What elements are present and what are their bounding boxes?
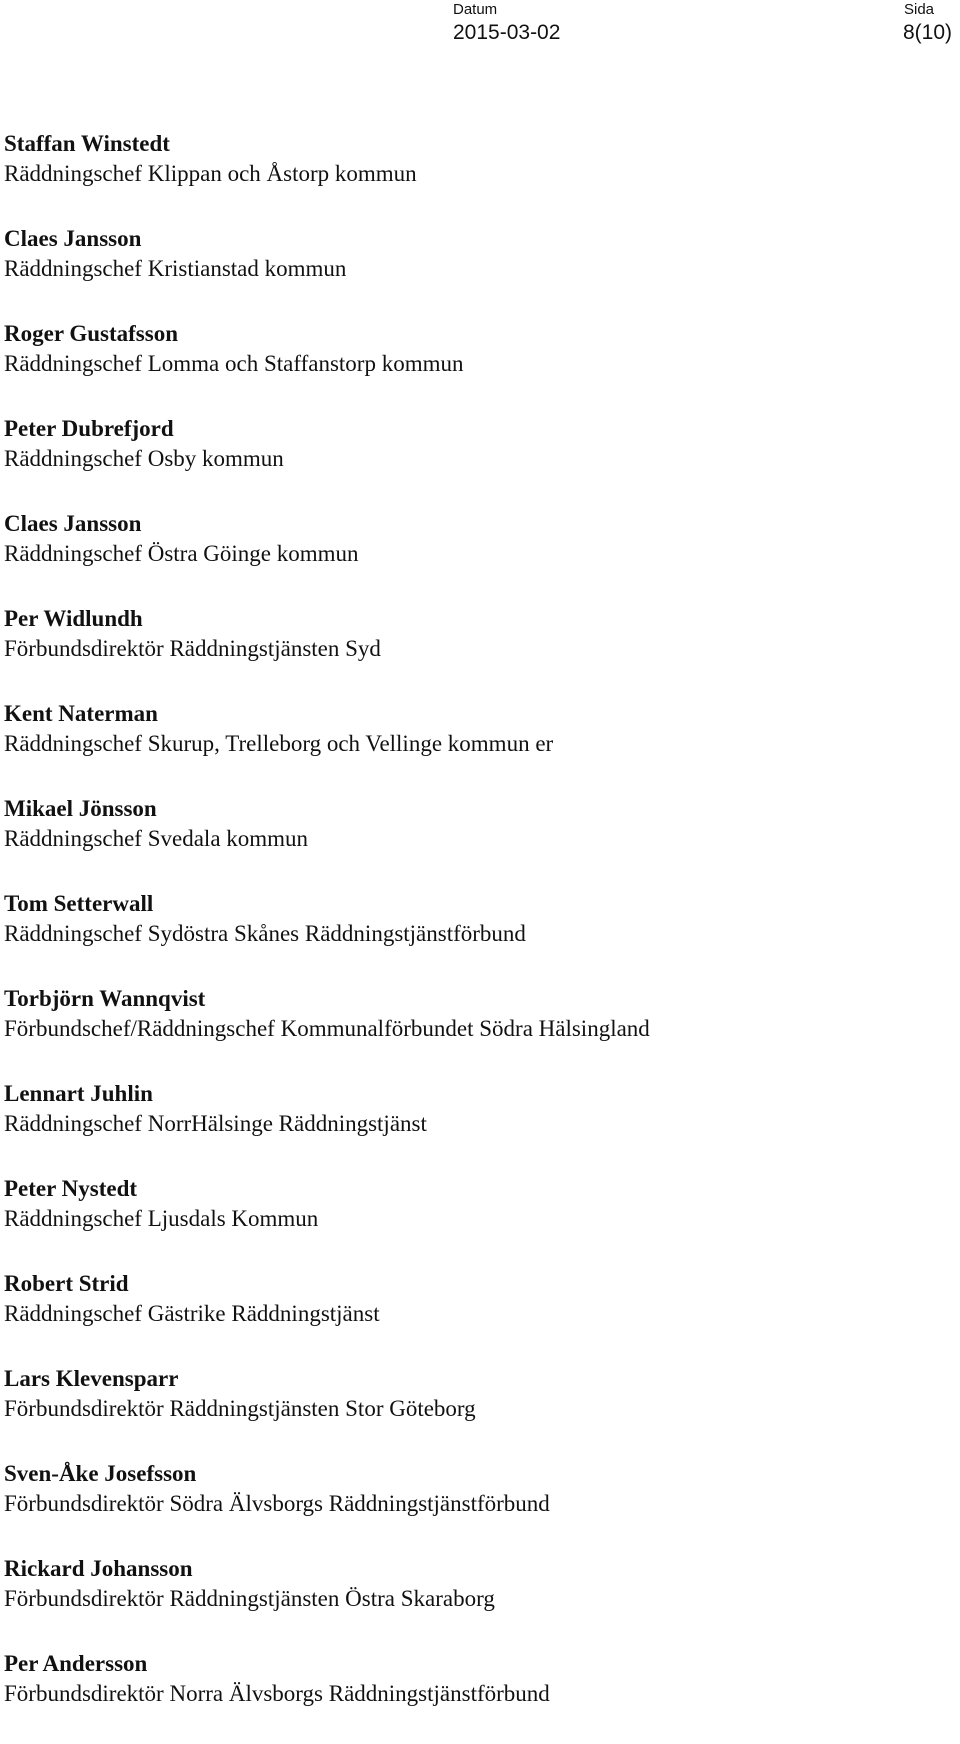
page-number: 8(10) [902, 21, 952, 44]
person-name: Mikael Jönsson [4, 796, 157, 821]
person-name: Lars Klevensparr [4, 1366, 179, 1391]
list-item [4, 509, 954, 604]
person-role: Räddningschef NorrHälsinge Räddningstjänst [4, 1111, 427, 1136]
person-role: Förbundsdirektör Räddningstjänsten Östra Skaraborg [4, 1586, 495, 1611]
person-name: Lennart Juhlin [4, 1081, 153, 1106]
list-item [4, 984, 954, 1079]
list-item [4, 414, 954, 509]
list-item [4, 889, 954, 984]
page-label: Sida [904, 1, 935, 18]
list-item [4, 794, 954, 889]
person-role: Förbundsdirektör Norra Älvsborgs Räddningstjänstförbund [4, 1681, 550, 1706]
person-name: Tom Setterwall [4, 891, 154, 916]
person-name: Claes Jansson [4, 226, 142, 251]
person-role: Räddningschef Kristianstad kommun [4, 256, 347, 281]
person-name: Claes Jansson [4, 511, 142, 536]
list-item [4, 604, 954, 699]
person-role: Räddningschef Gästrike Räddningstjänst [4, 1301, 380, 1326]
person-role: Räddningschef Svedala kommun [4, 826, 309, 851]
person-name: Per Andersson [4, 1651, 148, 1676]
person-name: Kent Naterman [4, 701, 158, 726]
person-role: Räddningschef Sydöstra Skånes Räddningstjänstförbund [4, 921, 526, 946]
list-item [4, 224, 954, 319]
date-value: 2015-03-02 [453, 21, 561, 44]
person-role: Räddningschef Osby kommun [4, 446, 284, 471]
person-name: Rickard Johansson [4, 1556, 193, 1581]
list-item [4, 1554, 954, 1649]
contact-list [4, 129, 954, 1744]
list-item [4, 1649, 954, 1744]
person-name: Roger Gustafsson [4, 321, 179, 346]
person-role: Förbundschef/Räddningschef Kommunalförbundet Södra Hälsingland [4, 1016, 650, 1041]
person-name: Peter Nystedt [4, 1176, 138, 1201]
person-role: Räddningschef Klippan och Åstorp kommun [4, 161, 417, 186]
list-item [4, 1269, 954, 1364]
list-item [4, 1174, 954, 1269]
person-name: Sven-Åke Josefsson [4, 1461, 197, 1486]
person-name: Staffan Winstedt [4, 131, 170, 156]
person-role: Räddningschef Östra Göinge kommun [4, 541, 359, 566]
list-item [4, 1364, 954, 1459]
list-item [4, 699, 954, 794]
person-role: Förbundsdirektör Räddningstjänsten Stor Göteborg [4, 1396, 476, 1421]
person-role: Förbundsdirektör Södra Älvsborgs Räddningstjänstförbund [4, 1491, 550, 1516]
page-header [0, 0, 960, 60]
person-name: Per Widlundh [4, 606, 143, 631]
list-item [4, 1079, 954, 1174]
list-item [4, 319, 954, 414]
person-role: Förbundsdirektör Räddningstjänsten Syd [4, 636, 381, 661]
list-item [4, 129, 954, 224]
person-name: Peter Dubrefjord [4, 416, 174, 441]
date-label: Datum [453, 1, 498, 18]
person-role: Räddningschef Ljusdals Kommun [4, 1206, 319, 1231]
list-item [4, 1459, 954, 1554]
person-role: Räddningschef Skurup, Trelleborg och Vellinge kommun er [4, 731, 554, 756]
person-name: Torbjörn Wannqvist [4, 986, 206, 1011]
person-role: Räddningschef Lomma och Staffanstorp kommun [4, 351, 464, 376]
person-name: Robert Strid [4, 1271, 129, 1296]
